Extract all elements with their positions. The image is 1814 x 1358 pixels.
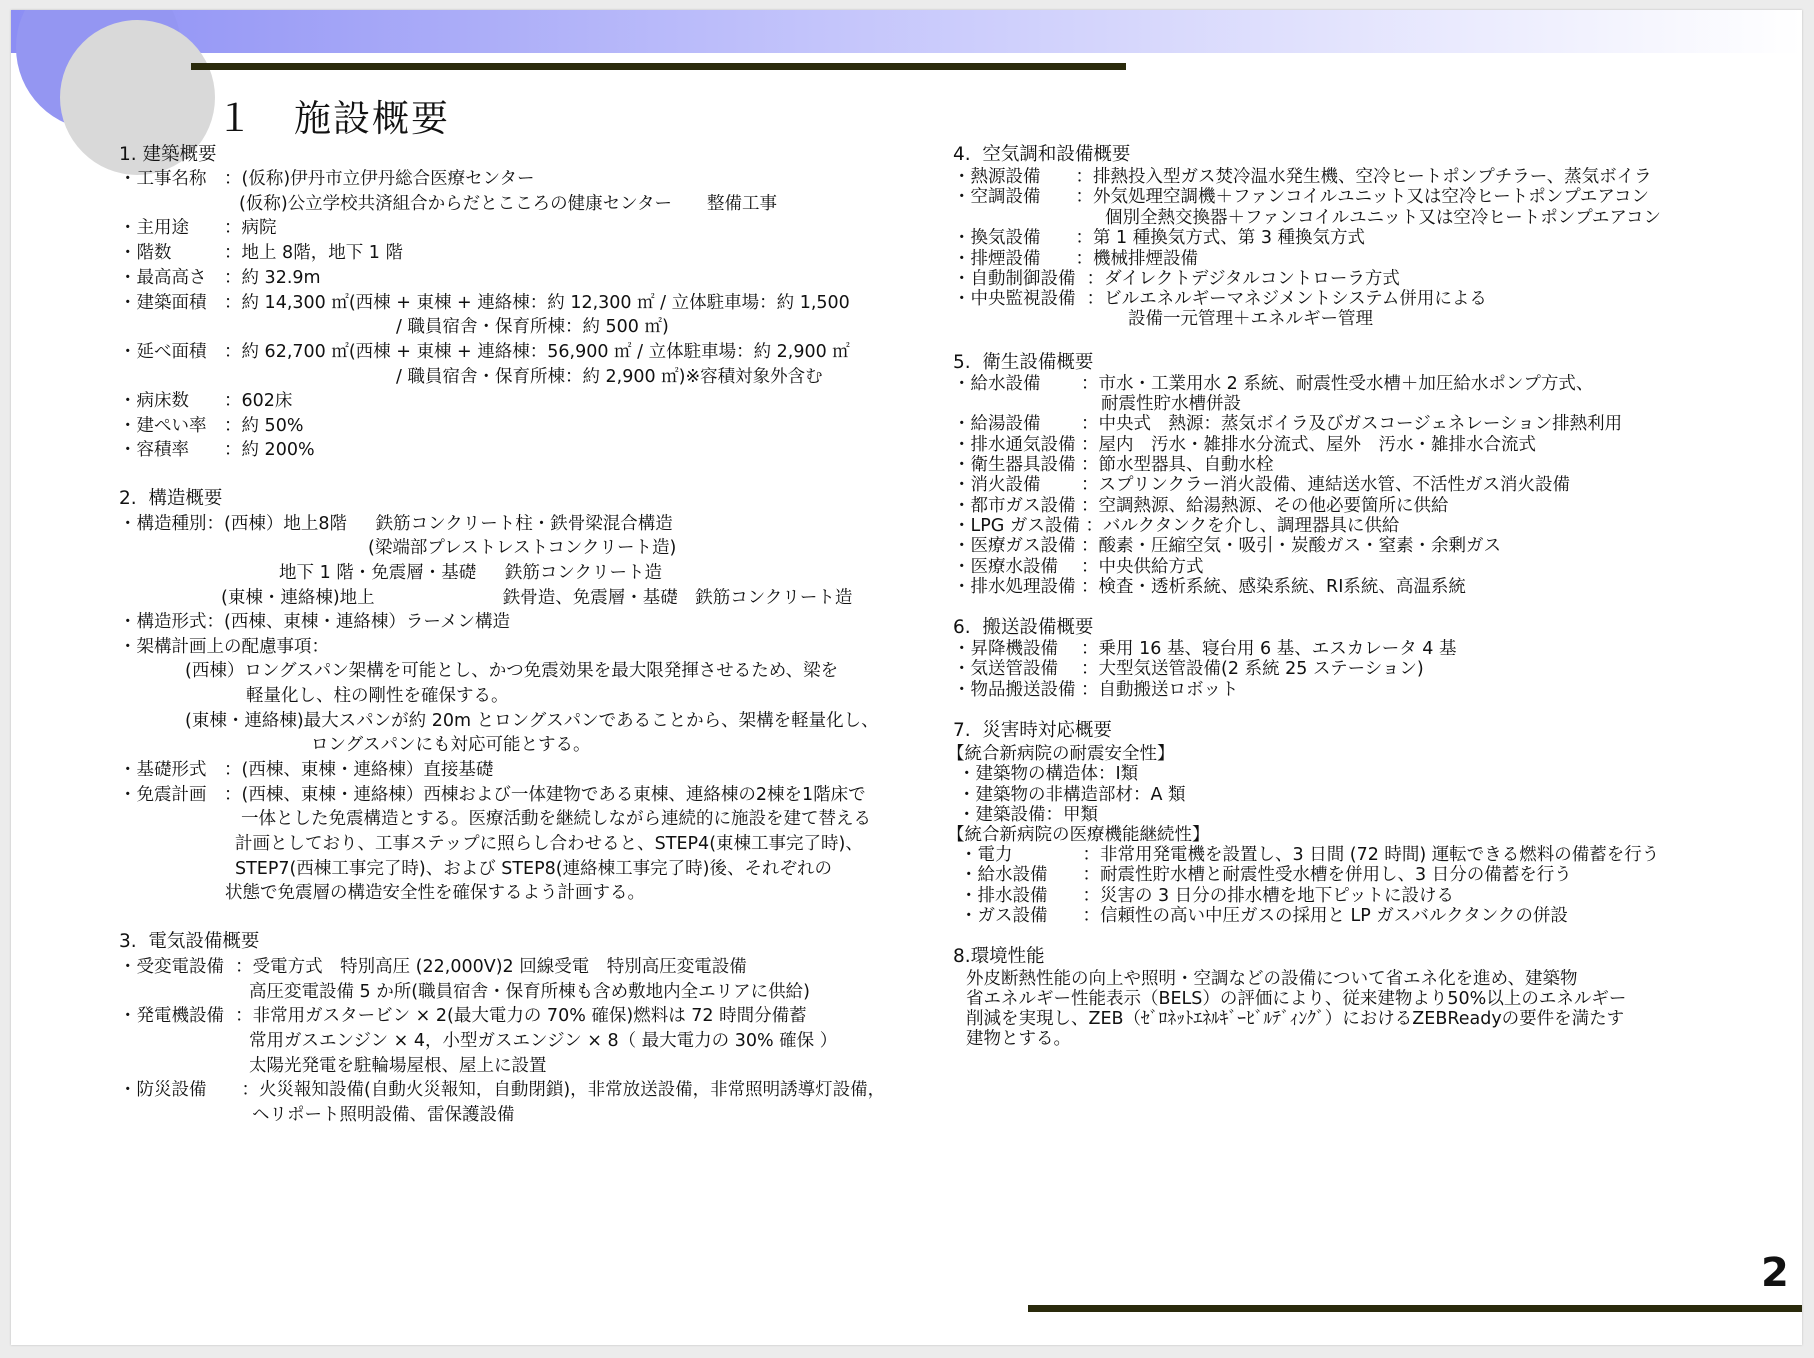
text-line: ・換気設備 ：第 1 種換気方式、第 3 種換気方式 (953, 228, 1366, 248)
text-line: 軽量化し、柱の剛性を確保する。 (246, 686, 509, 706)
text-line: ・医療ガス設備 ：酸素・圧縮空気・吸引・炭酸ガス・窒素・余剰ガス (953, 536, 1502, 556)
text-line: ・昇降機設備 ：乗用 16 基、寝台用 6 基、エスカレータ 4 基 (953, 639, 1457, 659)
text-line: ・給水設備 ：耐震性貯水槽と耐震性受水槽を併用し、3 日分の備蓄を行う (960, 865, 1572, 885)
text-line: ・ガス設備 ：信頼性の高い中圧ガスの採用と LP ガスバルクタンクの併設 (960, 906, 1568, 926)
text-line: ・建築物の非構造部材：A 類 (958, 785, 1186, 805)
text-line: ・気送管設備 ：大型気送管設備(2 系統 25 ステーション) (953, 659, 1424, 679)
text-line: ・医療水設備 ：中央供給方式 (953, 557, 1204, 577)
section-heading: 7. 災害時対応概要 (953, 720, 1112, 741)
text-line: ・免震計画 ：(西棟、東棟・連絡棟）西棟および一体建物である東棟、連絡棟の2棟を1階床で (119, 785, 866, 805)
text-line: 建物とする。 (966, 1029, 1071, 1049)
text-line: ・構造形式：(西棟、東棟・連絡棟）ラーメン構造 (119, 612, 510, 632)
text-line: ・階数 ：地上 8階，地下 1 階 (119, 243, 403, 263)
slide (11, 10, 1802, 1345)
text-line: 【統合新病院の耐震安全性】 (947, 744, 1175, 764)
text-line: ・給湯設備 ：中央式 熱源：蒸気ボイラ及びガスコージェネレーション排熱利用 (953, 414, 1623, 434)
text-line: ・排水通気設備 ：屋内 汚水・雑排水分流式、屋外 汚水・雑排水合流式 (953, 435, 1537, 455)
text-line: ・建築設備：甲類 (958, 805, 1098, 825)
page-title: １ 施設概要 (216, 97, 450, 140)
text-line: 太陽光発電を駐輪場屋根、屋上に設置 (249, 1056, 547, 1076)
text-line: ・消火設備 ：スプリンクラー消火設備、連結送水管、不活性ガス消火設備 (953, 475, 1571, 495)
text-line: ・延べ面積 ：約 62,700 ㎡(西棟 + 東棟 + 連絡棟：56,900 ㎡ / 立体駐車場：約 2,900 ㎡ (119, 342, 850, 362)
text-line: 耐震性貯水槽併設 (1101, 394, 1241, 414)
text-line: ・建築面積 ：約 14,300 ㎡(西棟 + 東棟 + 連絡棟：約 12,300 ㎡ / 立体駐車場：約 1,500 (119, 293, 850, 313)
text-line: ・中央監視設備 ：ビルエネルギーマネジメントシステム併用による (953, 289, 1487, 309)
text-line: ・架構計画上の配慮事項： (119, 637, 329, 657)
text-line: (仮称)公立学校共済組合からだとこころの健康センター 整備工事 (239, 194, 777, 214)
text-line: (西棟）ロングスパン架構を可能とし、かつ免震効果を最大限発揮させるため、梁を (185, 661, 839, 681)
text-line: / 職員宿舎・保育所棟：約 2,900 ㎡)※容積対象外含む (396, 367, 823, 387)
section-heading: 1. 建築概要 (119, 144, 217, 165)
section-heading: 4. 空気調和設備概要 (953, 144, 1131, 165)
section-heading: 2. 構造概要 (119, 488, 223, 509)
section-heading: 5. 衛生設備概要 (953, 352, 1094, 373)
text-line: 個別全熱交換器＋ファンコイルユニット又は空冷ヒートポンプエアコン (1105, 208, 1661, 228)
text-line: 地下 1 階・免震層・基礎 鉄筋コンクリート造 (279, 563, 663, 583)
text-line: (東棟・連絡棟)地上 鉄骨造、免震層・基礎 鉄筋コンクリート造 (221, 588, 853, 608)
text-line: ・基礎形式 ：(西棟、東棟・連絡棟）直接基礎 (119, 760, 494, 780)
text-line: ・発電機設備 ：非常用ガスタービン × 2(最大電力の 70% 確保)燃料は 72 時間分備蓄 (119, 1006, 807, 1026)
text-line: 削減を実現し、ZEB（ｾﾞﾛﾈｯﾄｴﾈﾙｷﾞｰﾋﾞﾙﾃﾞｨﾝｸﾞ）におけるZEBReadyの要件を満たす (966, 1009, 1625, 1029)
text-line: ・建ぺい率 ：約 50% (119, 416, 304, 436)
text-line: ・空調設備 ：外気処理空調機＋ファンコイルユニット又は空冷ヒートポンプエアコン (953, 187, 1649, 207)
text-line: ・自動制御設備 ：ダイレクトデジタルコントローラ方式 (953, 269, 1400, 289)
text-line: ・構造種別：(西棟）地上8階 鉄筋コンクリート柱・鉄骨梁混合構造 (119, 514, 673, 534)
text-line: ・物品搬送設備 ：自動搬送ロボット (953, 680, 1239, 700)
title-underline (191, 63, 1126, 70)
text-line: 外皮断熱性能の向上や照明・空調などの設備について省エネ化を進め、建築物 (966, 969, 1578, 989)
text-line: ・熱源設備 ：排熱投入型ガス焚冷温水発生機、空冷ヒートポンプチラー、蒸気ボイラ (953, 167, 1652, 187)
text-line: ・容積率 ：約 200% (119, 440, 315, 460)
text-line: ロングスパンにも対応可能とする。 (311, 735, 591, 755)
text-line: 常用ガスエンジン × 4，小型ガスエンジン × 8（ 最大電力の 30% 確保 ） (249, 1031, 838, 1051)
text-line: 省エネルギー性能表示（BELS）の評価により、従来建物より50%以上のエネルギー (966, 989, 1627, 1009)
text-line: (梁端部プレストレストコンクリート造) (368, 538, 677, 558)
text-line: ・電力 ：非常用発電機を設置し、3 日間 (72 時間) 運転できる燃料の備蓄を行う (960, 845, 1660, 865)
text-line: / 職員宿舎・保育所棟：約 500 ㎡) (396, 317, 669, 337)
header-band (11, 10, 1802, 53)
text-line: STEP7(西棟工事完了時)、および STEP8(連絡棟工事完了時)後、それぞれの (235, 859, 832, 879)
text-line: 状態で免震層の構造安全性を確保するよう計画する。 (225, 883, 645, 903)
text-line: ・給水設備 ：市水・工業用水 2 系統、耐震性受水槽＋加圧給水ポンプ方式、 (953, 374, 1594, 394)
section-heading: 6. 搬送設備概要 (953, 617, 1094, 638)
text-line: 一体とした免震構造とする。医療活動を継続しながら連続的に施設を建て替える (241, 809, 871, 829)
section-heading: 8.環境性能 (953, 946, 1045, 967)
text-line: ・排煙設備 ：機械排煙設備 (953, 249, 1198, 269)
text-line: ヘリポート照明設備、雷保護設備 (252, 1105, 515, 1125)
text-line: ・排水設備 ：災害の 3 日分の排水槽を地下ピットに設ける (960, 886, 1455, 906)
text-line: ・主用途 ：病院 (119, 218, 277, 238)
text-line: ・工事名称 ：(仮称)伊丹市立伊丹総合医療センター (119, 169, 535, 189)
text-line: ・衛生器具設備 ：節水型器具、自動水栓 (953, 455, 1274, 475)
text-line: 【統合新病院の医療機能継続性】 (947, 825, 1210, 845)
text-line: ・都市ガス設備 ：空調熱源、給湯熱源、その他必要箇所に供給 (953, 496, 1449, 516)
text-line: ・排水処理設備 ：検査・透析系統、感染系統、RI系統、高温系統 (953, 577, 1466, 597)
footer-rule (1028, 1305, 1802, 1312)
text-line: 設備一元管理＋エネルギー管理 (1128, 309, 1373, 329)
text-line: ・病床数 ：602床 (119, 391, 293, 411)
section-heading: 3. 電気設備概要 (119, 931, 260, 952)
page-number: 2 (1761, 1250, 1789, 1296)
text-line: ・LPG ガス設備 ：バルクタンクを介し、調理器具に供給 (953, 516, 1400, 536)
text-line: ・建築物の構造体：Ⅰ類 (958, 764, 1139, 784)
text-line: ・防災設備 ：火災報知設備(自動火災報知，自動閉鎖)，非常放送設備，非常照明誘導灯設備， (119, 1080, 886, 1100)
text-line: ・最高高さ ：約 32.9m (119, 268, 321, 288)
text-line: 計画としており、工事ステップに照らし合わせると、STEP4(東棟工事完了時)、 (235, 834, 863, 854)
text-line: (東棟・連絡棟)最大スパンが約 20m とロングスパンであることから、架構を軽量化し、 (185, 711, 879, 731)
text-line: ・受変電設備 ：受電方式 特別高圧 (22,000V)2 回線受電 特別高圧変電設備 (119, 957, 747, 977)
text-line: 高圧変電設備 5 か所(職員宿舎・保育所棟も含め敷地内全エリアに供給) (249, 982, 810, 1002)
